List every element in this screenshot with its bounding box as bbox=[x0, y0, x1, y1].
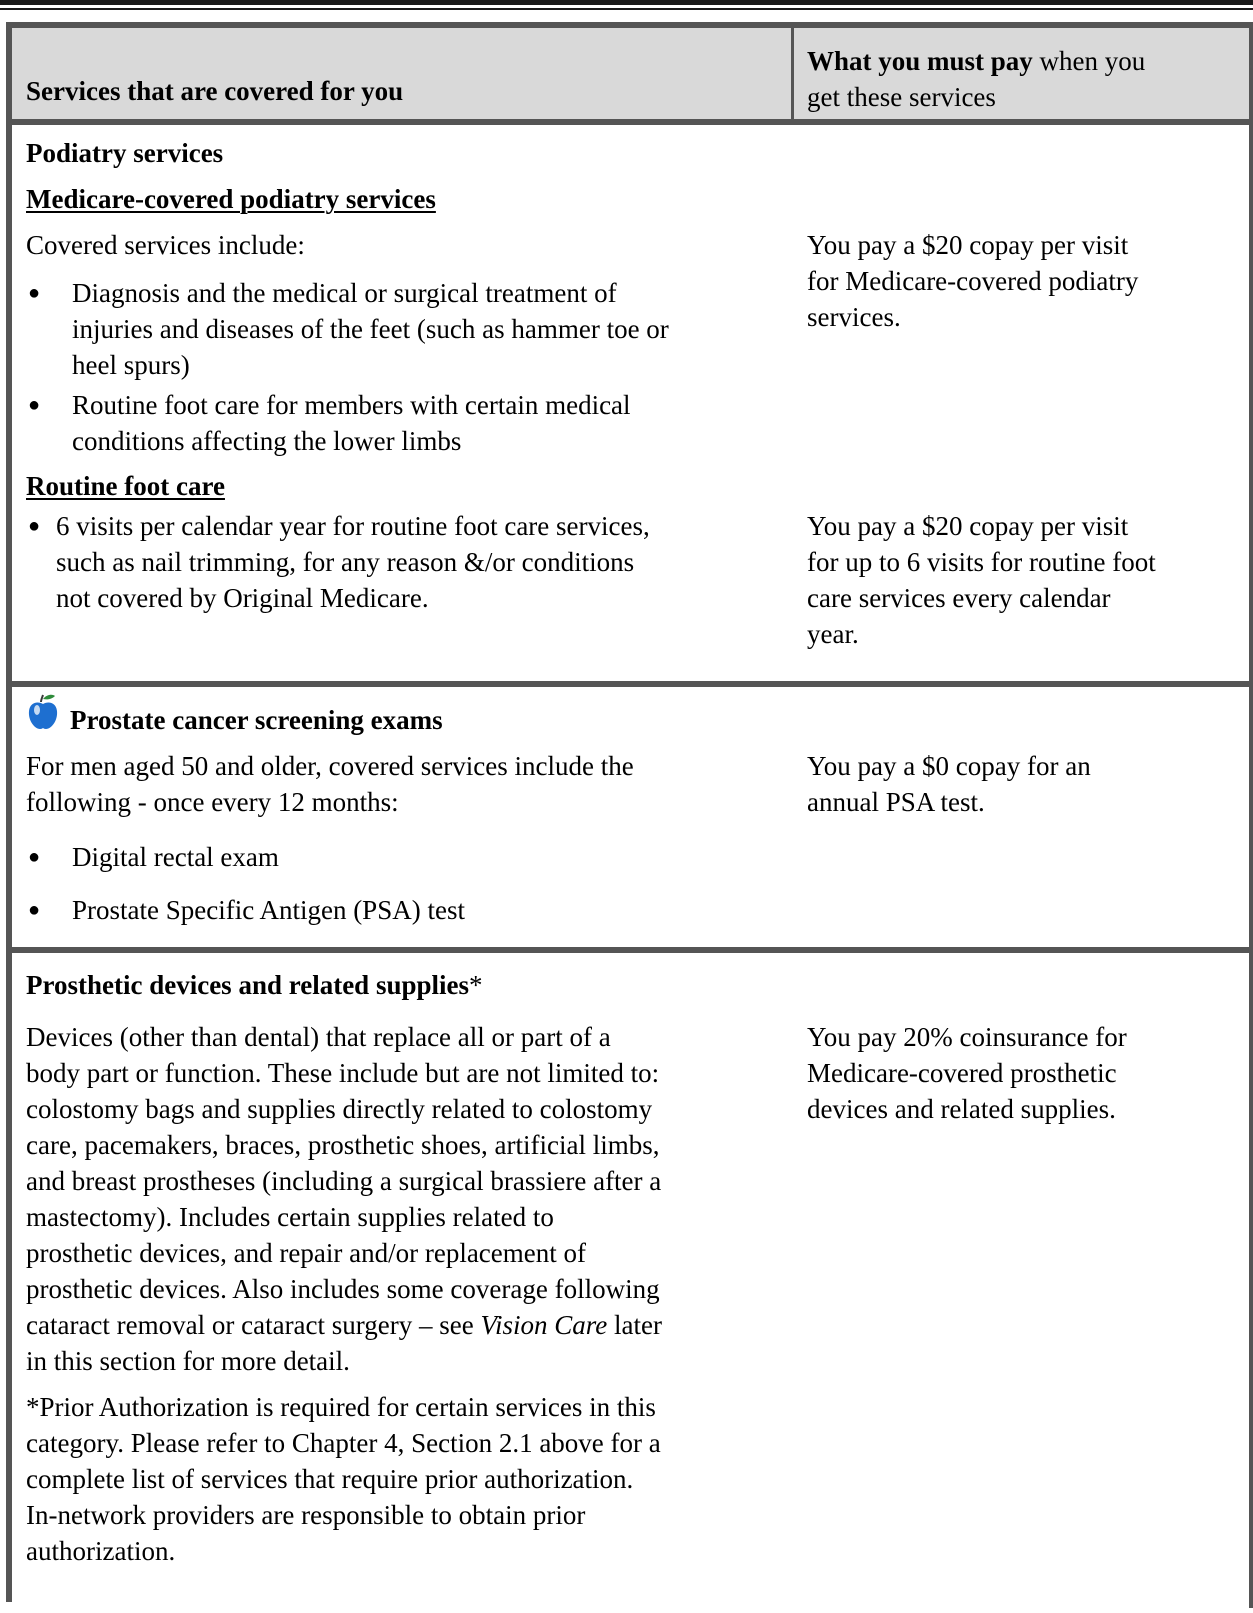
table-header-row bbox=[12, 28, 1253, 125]
routine-foot-care-heading: Routine foot care bbox=[26, 471, 225, 501]
apple-icon bbox=[26, 691, 60, 731]
top-rule bbox=[0, 0, 1253, 5]
prosthetic-note-line-4: In-network providers are responsible to obtain prior bbox=[26, 1500, 586, 1530]
prostate-title: Prostate cancer screening exams bbox=[70, 705, 443, 735]
prosthetic-pay-line-2: Medicare-covered prosthetic bbox=[807, 1058, 1117, 1088]
header-what-you-pay-line2: get these services bbox=[807, 82, 996, 112]
prosthetic-pay-line-1: You pay 20% coinsurance for bbox=[807, 1022, 1127, 1052]
medicare-podiatry-heading: Medicare-covered podiatry services bbox=[26, 184, 436, 214]
prosthetic-body-line-8: prosthetic devices. Also includes some coverage following bbox=[26, 1274, 660, 1304]
podiatry-title: Podiatry services bbox=[26, 138, 224, 168]
prosthetic-title bbox=[26, 967, 483, 1003]
routine-bullet-line-1: 6 visits per calendar year for routine foot care services, bbox=[56, 511, 650, 541]
podiatry-bullet-1-line-3: heel spurs) bbox=[72, 350, 190, 380]
podiatry-bullet-2-line-2: conditions affecting the lower limbs bbox=[72, 426, 462, 456]
header-what-you-pay-bold: What you must pay bbox=[807, 46, 1033, 76]
prostate-intro-line-2: following - once every 12 months: bbox=[26, 787, 399, 817]
table-row-prosthetic bbox=[12, 953, 1253, 1613]
routine-bullet-line-2: such as nail trimming, for any reason &/or conditions bbox=[56, 547, 635, 577]
header-what-you-pay bbox=[807, 43, 1145, 79]
prosthetic-body-line-9-pre: cataract removal or cataract surgery – see bbox=[26, 1310, 481, 1340]
prostate-pay-line-1: You pay a $0 copay for an bbox=[807, 751, 1091, 781]
header-what-you-pay-rest: when you bbox=[1032, 46, 1146, 76]
prosthetic-body-line-4: care, pacemakers, braces, prosthetic shoes, artificial limbs, bbox=[26, 1130, 660, 1160]
prosthetic-pay-line-3: devices and related supplies. bbox=[807, 1094, 1116, 1124]
prostate-pay-line-2: annual PSA test. bbox=[807, 787, 985, 817]
prosthetic-title-asterisk: * bbox=[469, 970, 483, 1000]
prosthetic-body-line-7: prosthetic devices, and repair and/or replacement of bbox=[26, 1238, 586, 1268]
prosthetic-title-text: Prosthetic devices and related supplies bbox=[26, 970, 469, 1000]
medicare-podiatry-pay-line-3: services. bbox=[807, 302, 901, 332]
prosthetic-body-line-9 bbox=[26, 1307, 662, 1343]
benefits-table bbox=[6, 22, 1253, 1602]
routine-pay-line-4: year. bbox=[807, 619, 859, 649]
table-row-podiatry bbox=[12, 125, 1253, 687]
top-rule-thin bbox=[0, 8, 1253, 10]
medicare-podiatry-pay-line-2: for Medicare-covered podiatry bbox=[807, 266, 1139, 296]
podiatry-bullet-1-line-2: injuries and diseases of the feet (such as hammer toe or bbox=[72, 314, 669, 344]
prosthetic-body-line-10: in this section for more detail. bbox=[26, 1346, 350, 1376]
routine-pay-line-2: for up to 6 visits for routine foot bbox=[807, 547, 1156, 577]
prostate-intro-line-1: For men aged 50 and older, covered services include the bbox=[26, 751, 634, 781]
podiatry-bullet-1-line-1: Diagnosis and the medical or surgical treatment of bbox=[72, 278, 617, 308]
prosthetic-note-line-2: category. Please refer to Chapter 4, Section 2.1 above for a bbox=[26, 1428, 661, 1458]
vision-care-reference: Vision Care bbox=[480, 1310, 608, 1340]
bullet-marker: ● bbox=[28, 394, 41, 416]
routine-pay-line-3: care services every calendar bbox=[807, 583, 1111, 613]
prosthetic-note-line-1: *Prior Authorization is required for certain services in this bbox=[26, 1392, 656, 1422]
medicare-podiatry-pay-line-1: You pay a $20 copay per visit bbox=[807, 230, 1129, 260]
prosthetic-body-line-1: Devices (other than dental) that replace all or part of a bbox=[26, 1022, 611, 1052]
prosthetic-note-line-5: authorization. bbox=[26, 1536, 176, 1566]
bullet-marker: ● bbox=[28, 846, 41, 868]
podiatry-bullet-2-line-1: Routine foot care for members with certain medical bbox=[72, 390, 631, 420]
column-divider bbox=[791, 28, 794, 119]
header-services-covered: Services that are covered for you bbox=[26, 76, 404, 106]
bullet-marker: ● bbox=[28, 515, 41, 537]
prosthetic-body-line-3: colostomy bags and supplies directly related to colostomy bbox=[26, 1094, 653, 1124]
table-row-prostate bbox=[12, 687, 1253, 953]
bullet-marker: ● bbox=[28, 899, 41, 921]
routine-bullet-line-3: not covered by Original Medicare. bbox=[56, 583, 429, 613]
table-right-border bbox=[1249, 28, 1253, 1608]
prosthetic-note-line-3: complete list of services that require prior authorization. bbox=[26, 1464, 634, 1494]
prosthetic-body-line-2: body part or function. These include but are not limited to: bbox=[26, 1058, 660, 1088]
bullet-marker: ● bbox=[28, 282, 41, 304]
routine-pay-line-1: You pay a $20 copay per visit bbox=[807, 511, 1129, 541]
prostate-bullet-2: Prostate Specific Antigen (PSA) test bbox=[72, 895, 465, 925]
covered-services-intro: Covered services include: bbox=[26, 230, 305, 260]
prostate-bullet-1: Digital rectal exam bbox=[72, 842, 279, 872]
prosthetic-body-line-9-post: later bbox=[607, 1310, 662, 1340]
prosthetic-body-line-5: and breast prostheses (including a surgical brassiere after a bbox=[26, 1166, 662, 1196]
prosthetic-body-line-6: mastectomy). Includes certain supplies related to bbox=[26, 1202, 554, 1232]
